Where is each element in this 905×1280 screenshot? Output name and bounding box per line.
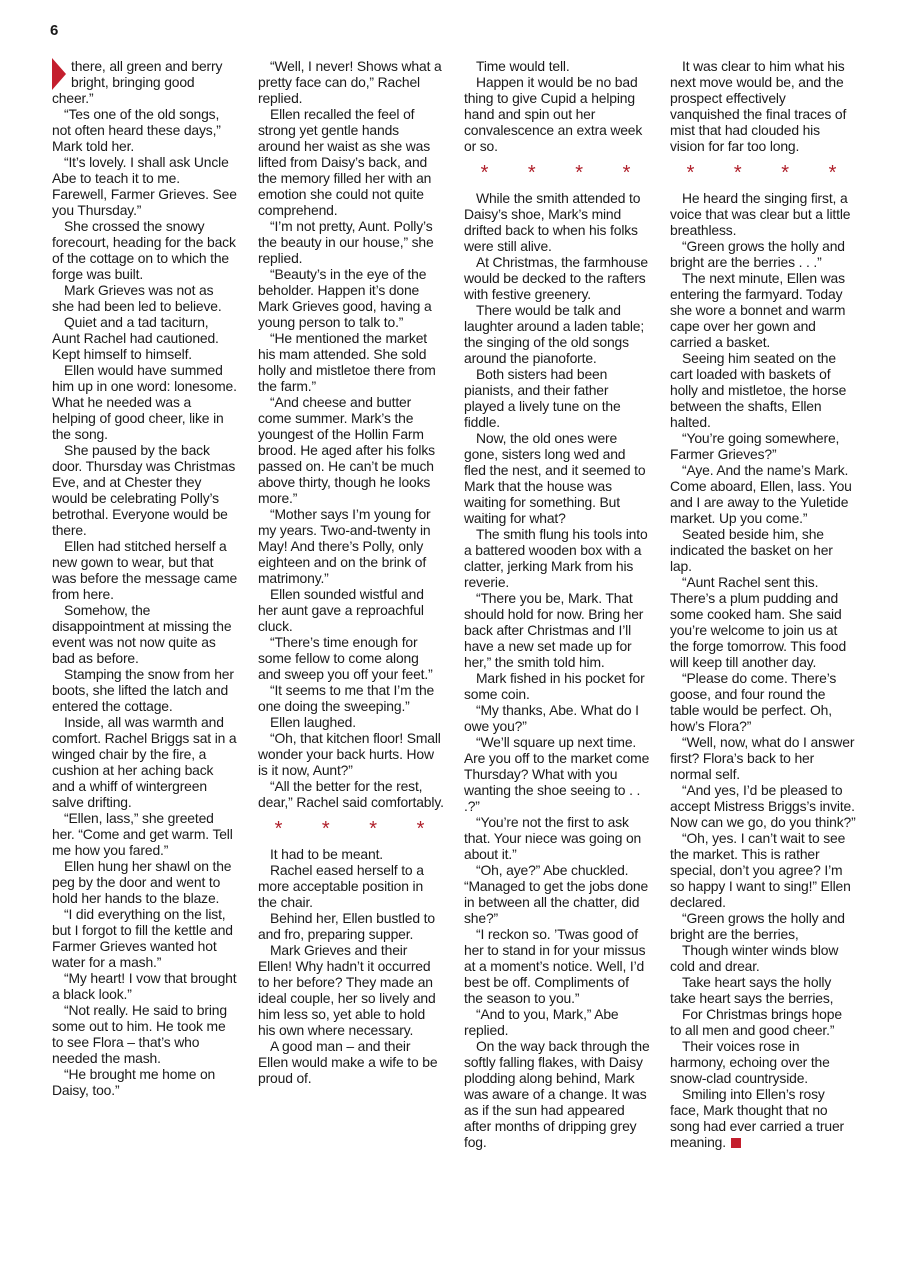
column-3-text-a [464, 58, 650, 154]
paragraph: Ellen recalled the feel of strong yet gentle hands around her waist as she was lifted from Daisy’s back, and the memory filled her with an emotion she could not quite comprehend. [258, 106, 432, 218]
column-2 [258, 58, 444, 1086]
paragraph: Behind her, Ellen bustled to and fro, preparing supper. [258, 910, 435, 942]
paragraph: “Beauty’s in the eye of the beholder. Happen it’s done Mark Grieves good, having a young person to talk to.” [258, 266, 432, 330]
paragraph: Somehow, the disappointment at missing the event was not now quite as bad as before. [52, 602, 232, 666]
paragraph: Ellen laughed. [270, 714, 356, 730]
paragraph: “It seems to me that I’m the one doing the sweeping.” [258, 682, 435, 714]
paragraph: “There you be, Mark. That should hold for now. Bring her back after Christmas and I’ll have a new set made up for her,” the smith told him. [464, 590, 644, 670]
paragraph: “I reckon so. ’Twas good of her to stand in for your missus at a moment’s notice. Well, I’d best be off. Compliments of the season to you.” [464, 926, 646, 1006]
paragraph: “You’re going somewhere, Farmer Grieves?” [670, 430, 840, 462]
paragraph: “Green grows the holly and bright are the berries . . .” [670, 238, 845, 270]
paragraph: “Well, now, what do I answer first? Flora’s back to her normal self. [670, 734, 855, 782]
paragraph: “You’re not the first to ask that. Your niece was going on about it.” [464, 814, 642, 862]
paragraph: Ellen had stitched herself a new gown to wear, but that was before the message came from here. [52, 538, 238, 602]
paragraph: It was clear to him what his next move would be, and the prospect effectively vanquished the final traces of mist that had clouded his vision for far too long. [670, 58, 847, 154]
paragraph: Ellen sounded wistful and her aunt gave a reproachful cluck. [258, 586, 424, 634]
red-triangle-icon [52, 58, 66, 90]
paragraph: Ellen would have summed him up in one word: lonesome. What he needed was a helping of good cheer, like in the song. [52, 362, 237, 442]
paragraph: On the way back through the softly falling flakes, with Daisy plodding along behind, Mark was aware of a change. It was as if the sun had appeared after months of dripping grey fog. [464, 1038, 650, 1150]
paragraph: “Oh, that kitchen floor! Small wonder your back hurts. How is it now, Aunt?” [258, 730, 441, 778]
paragraph: Quiet and a tad taciturn, Aunt Rachel had cautioned. Kept himself to himself. [52, 314, 219, 362]
paragraph: Take heart says the holly take heart says the berries, [670, 974, 834, 1006]
paragraph: Ellen hung her shawl on the peg by the door and went to hold her hands to the blaze. [52, 858, 232, 906]
paragraph: Both sisters had been pianists, and their father played a lively tune on the fiddle. [464, 366, 621, 430]
paragraph: He heard the singing first, a voice that was clear but a little breathless. [670, 190, 851, 238]
paragraph: “Not really. He said to bring some out to him. He took me to see Flora – that’s who needed the mash. [52, 1002, 227, 1066]
paragraph: “Green grows the holly and bright are the berries, [670, 910, 845, 942]
paragraph: “And yes, I’d be pleased to accept Mistress Briggs’s invite. Now can we go, do you think?” [670, 782, 856, 830]
paragraph: Mark Grieves was not as she had been led to believe. [52, 282, 222, 314]
paragraph: “All the better for the rest, dear,” Rachel said comfortably. [258, 778, 444, 810]
paragraph: “Please do come. There’s goose, and four round the table would be perfect. Oh, how’s Flora?” [670, 670, 837, 734]
paragraph: “There’s time enough for some fellow to come along and sweep you off your feet.” [258, 634, 433, 682]
paragraph: There would be talk and laughter around a laden table; the singing of the old songs around the pianoforte. [464, 302, 645, 366]
paragraph: “Oh, aye?” Abe chuckled. “Managed to get the jobs done in between all the chatter, did she?” [464, 862, 649, 926]
paragraph: “Tes one of the old songs, not often heard these days,” Mark told her. [52, 106, 221, 154]
paragraph: “Aye. And the name’s Mark. Come aboard, Ellen, lass. You and I are away to the Yuletide market. Up you come.” [670, 462, 852, 526]
article-columns [52, 58, 862, 1238]
column-3 [464, 58, 650, 1150]
column-4 [670, 58, 856, 1150]
paragraph: “And to you, Mark,” Abe replied. [464, 1006, 619, 1038]
paragraph: “We’ll square up next time. Are you off to the market come Thursday? What with you wanting the shoe seeing to . . .?” [464, 734, 650, 814]
column-2-text-a [258, 58, 444, 810]
paragraph: “Well, I never! Shows what a pretty face can do,” Rachel replied. [258, 58, 442, 106]
column-4-text-b [670, 190, 856, 1150]
paragraph: Mark Grieves and their Ellen! Why hadn’t it occurred to her before? They made an ideal couple, her so lively and him less so, yet able to hold his own where necessary. [258, 942, 436, 1038]
paragraph: Their voices rose in harmony, echoing over the snow-clad countryside. [670, 1038, 830, 1086]
paragraph: It had to be meant. [270, 846, 383, 862]
paragraph: Though winter winds blow cold and drear. [670, 942, 839, 974]
paragraph: A good man – and their Ellen would make a wife to be proud of. [258, 1038, 438, 1086]
paragraph: “I’m not pretty, Aunt. Polly’s the beauty in our house,” she replied. [258, 218, 434, 266]
paragraph: “Oh, yes. I can’t wait to see the market. This is rather special, don’t you agree? I’m so happy I want to sing!” Ellen declared. [670, 830, 851, 910]
paragraph: Time would tell. [476, 58, 570, 74]
column-3-text-b [464, 190, 650, 1150]
paragraph: “He brought me home on Daisy, too.” [52, 1066, 216, 1098]
paragraph: While the smith attended to Daisy’s shoe, Mark’s mind drifted back to when his folks were still alive. [464, 190, 641, 254]
paragraph: Seated beside him, she indicated the basket on her lap. [670, 526, 833, 574]
column-1-text [52, 58, 238, 1098]
paragraph: Stamping the snow from her boots, she lifted the latch and entered the cottage. [52, 666, 234, 714]
paragraph: She crossed the snowy forecourt, heading for the back of the cottage on to which the forge was built. [52, 218, 236, 282]
column-1 [52, 58, 238, 1098]
paragraph: “He mentioned the market his mam attended. She sold holly and mistletoe there from the farm.” [258, 330, 436, 394]
paragraph: “My heart! I vow that brought a black look.” [52, 970, 237, 1002]
paragraph: Mark fished in his pocket for some coin. [464, 670, 645, 702]
scene-break: * * * * [480, 162, 648, 184]
paragraph: Happen it would be no bad thing to give Cupid a helping hand and spin out her convalescence an extra week or so. [464, 74, 643, 154]
column-2-text-b [258, 846, 444, 1086]
paragraph: “Aunt Rachel sent this. There’s a plum pudding and some cooked ham. She said you’re welcome to join us at the forge tomorrow. This food will keep till another day. [670, 574, 847, 670]
paragraph: “Ellen, lass,” she greeted her. “Come and get warm. Tell me how you fared.” [52, 810, 233, 858]
paragraph: “Mother says I’m young for my years. Two-and-twenty in May! And there’s Polly, only eighteen and on the brink of matrimony.” [258, 506, 431, 586]
paragraph: Smiling into Ellen’s rosy face, Mark thought that no song had ever carried a truer meaning. [670, 1086, 845, 1150]
column-4-text-a [670, 58, 856, 154]
paragraph: “My thanks, Abe. What do I owe you?” [464, 702, 639, 734]
paragraph: Inside, all was warmth and comfort. Rachel Briggs sat in a winged chair by the fire, a cushion at her aching back and a whiff of wintergreen salve drifting. [52, 714, 237, 810]
red-square-icon [731, 1138, 741, 1148]
paragraph: Seeing him seated on the cart loaded with baskets of holly and mistletoe, the horse between the shafts, Ellen halted. [670, 350, 847, 430]
paragraph: “I did everything on the list, but I forgot to fill the kettle and Farmer Grieves wanted hot water for a mash.” [52, 906, 233, 970]
scene-break: * * * * [686, 162, 854, 184]
scene-break: * * * * [274, 818, 442, 840]
paragraph: “It’s lovely. I shall ask Uncle Abe to teach it to me. Farewell, Farmer Grieves. See you Thursday.” [52, 154, 237, 218]
paragraph: there, all green and berry bright, bringing good cheer.” [52, 58, 223, 106]
paragraph: The next minute, Ellen was entering the farmyard. Today she wore a bonnet and warm cape over her gown and carried a basket. [670, 270, 846, 350]
paragraph: She paused by the back door. Thursday was Christmas Eve, and at Chester they would be celebrating Polly’s betrothal. Everyone would be there. [52, 442, 236, 538]
paragraph: Now, the old ones were gone, sisters long wed and fled the nest, and it seemed to Mark that the house was waiting for something. But waiting for what? [464, 430, 646, 526]
paragraph: The smith flung his tools into a battered wooden box with a clatter, jerking Mark from his reverie. [464, 526, 648, 590]
paragraph: Rachel eased herself to a more acceptable position in the chair. [258, 862, 424, 910]
paragraph: “And cheese and butter come summer. Mark’s the youngest of the Hollin Farm brood. He aged after his folks passed on. He can’t be much above thirty, though he looks more.” [258, 394, 435, 506]
page-number: 6 [50, 22, 59, 39]
paragraph: At Christmas, the farmhouse would be decked to the rafters with festive greenery. [464, 254, 648, 302]
paragraph: For Christmas brings hope to all men and good cheer.” [670, 1006, 842, 1038]
